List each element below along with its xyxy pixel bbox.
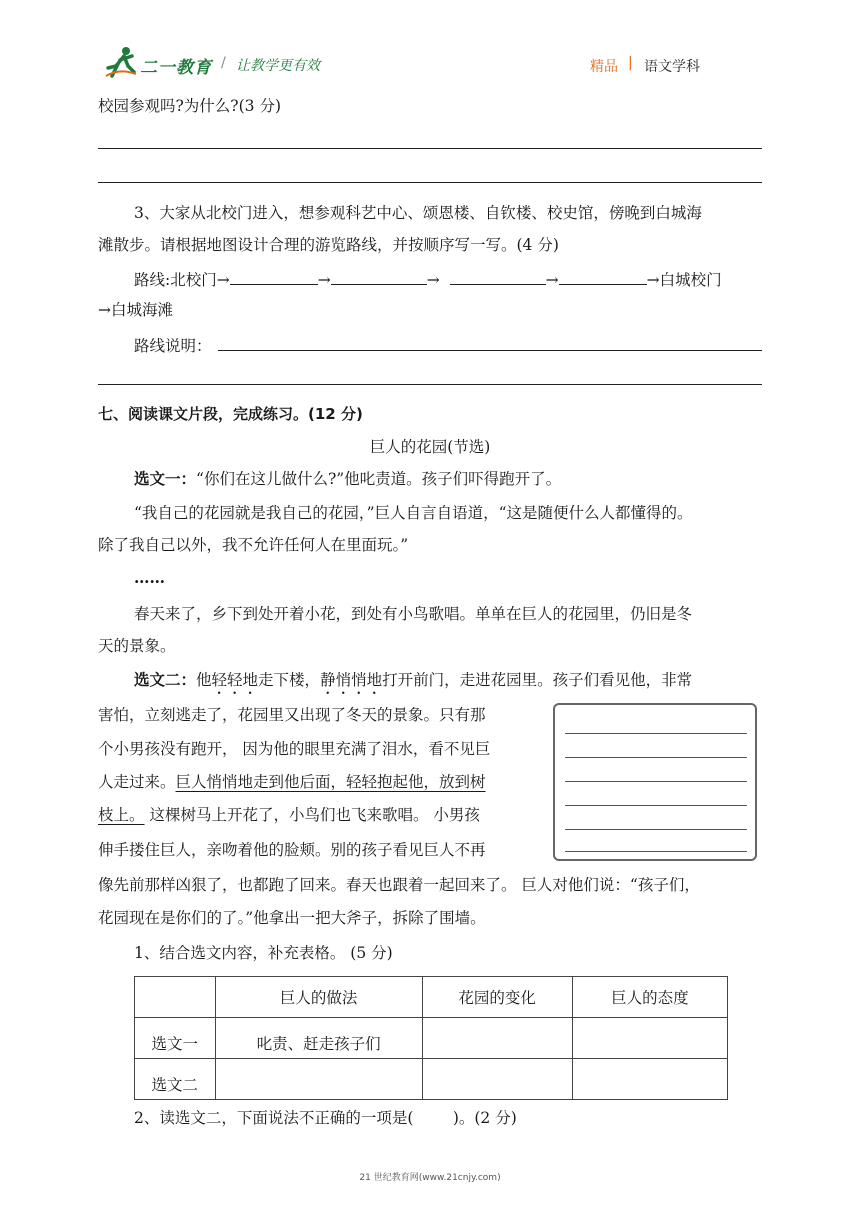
route-blank-1[interactable]	[230, 268, 318, 285]
table-row-label: 选文一	[135, 1018, 216, 1059]
passage-p4-line3: 个小男孩没有跑开， 因为他的眼里充满了泪水，看不见巨	[98, 740, 491, 758]
passage-p4-line8: 花园现在是你们的了。”他拿出一把大斧子，拆除了围墙。	[98, 909, 486, 927]
route-line2: →白城海滩	[98, 301, 173, 319]
route-blank-2[interactable]	[331, 268, 427, 285]
annotation-line	[565, 757, 747, 758]
header-tag-separator: |	[628, 55, 633, 71]
answer-line	[98, 148, 762, 149]
annotation-box[interactable]	[553, 703, 757, 861]
route-arrow: →	[317, 271, 331, 289]
table-cell: 叱责、赶走孩子们	[215, 1018, 422, 1059]
header-separator: /	[221, 55, 226, 71]
table-header-cell: 花园的变化	[422, 977, 572, 1018]
excerpt-label: 选文一：	[134, 470, 197, 488]
page-header	[98, 44, 762, 84]
route-prefix: 路线:北校门→	[134, 271, 230, 289]
table-row	[135, 1018, 728, 1059]
answer-line	[98, 182, 762, 183]
q1-text: 1、结合选文内容，补充表格。 (5 分)	[134, 944, 393, 962]
underlined-sentence: 枝上。	[98, 806, 145, 824]
passage-p4-line5: 枝上。 这棵树马上开花了，小鸟们也飞来歌唱。 小男孩	[98, 806, 480, 824]
page-footer: 21 世纪教育网(www.21cnjy.com)	[359, 1173, 501, 1183]
table-cell-blank[interactable]	[422, 1059, 572, 1100]
route-end: →白城校门	[646, 271, 722, 289]
annotation-line	[565, 781, 747, 782]
header-tag: 精品	[590, 59, 618, 75]
runner-logo-icon	[104, 46, 138, 80]
section-heading: 七、阅读课文片段，完成练习。(12 分)	[98, 405, 363, 423]
table-cell-blank[interactable]	[572, 1018, 727, 1059]
table-cell-blank[interactable]	[422, 1018, 572, 1059]
q2-tail-text: 校园参观吗?为什么?(3 分)	[98, 97, 282, 115]
passage-p3-line1: 春天来了，乡下到处开着小花，到处有小鸟歌唱。单单在巨人的花园里，仍旧是冬	[134, 605, 693, 623]
logo-text: 二一教育	[140, 58, 212, 78]
header-subject: 语文学科	[644, 59, 700, 75]
ellipsis: ……	[134, 568, 165, 587]
passage-p4-line6: 伸手搂住巨人，亲吻着他的脸颊。别的孩子看见巨人不再	[98, 841, 486, 859]
header-slogan: 让教学更有效	[236, 58, 320, 74]
q2-text: 2、读选文二，下面说法不正确的一项是( )。(2 分)	[134, 1109, 517, 1127]
route-arrow: →	[545, 271, 559, 289]
annotation-line	[565, 805, 747, 806]
excerpt-label: 选文二：	[134, 671, 197, 689]
passage-p3-line2: 天的景象。	[98, 637, 176, 655]
route-blank-3[interactable]	[450, 268, 546, 285]
table-header-cell: 巨人的态度	[572, 977, 727, 1018]
passage-p4-line7: 像先前那样凶狠了，也都跑了回来。春天也跟着一起回来了。 巨人对他们说：“孩子们，	[98, 876, 700, 894]
underlined-sentence: 巨人悄悄地走到他后面，轻轻抱起他，放到树	[175, 773, 486, 791]
table-header-cell	[135, 977, 216, 1018]
passage-p4-line4: 人走过来。巨人悄悄地走到他后面，轻轻抱起他，放到树	[98, 773, 486, 791]
passage-p1: 选文一：“你们在这儿做什么?”他叱责道。孩子们吓得跑开了。	[134, 470, 562, 488]
annotation-line	[565, 851, 747, 852]
annotation-line	[565, 733, 747, 734]
route-description-line[interactable]	[218, 350, 762, 351]
answer-table	[134, 976, 728, 1100]
route-blank-4[interactable]	[559, 268, 647, 285]
q3-line1: 3、大家从北校门进入，想参观科艺中心、颂恩楼、自钦楼、校史馆，傍晚到白城海	[134, 204, 702, 222]
passage-p2-line2: 除了我自己以外，我不允许任何人在里面玩。”	[98, 536, 409, 554]
dotted-word: 轻轻地	[211, 671, 259, 689]
route-description-label: 路线说明：	[134, 337, 212, 355]
passage-p2-line1: “我自己的花园就是我自己的花园，”巨人自言自语道，“这是随便什么人都懂得的。	[134, 504, 693, 522]
dotted-word: 静悄悄地	[320, 671, 383, 689]
table-cell-blank[interactable]	[572, 1059, 727, 1100]
passage-title: 巨人的花园(节选)	[369, 438, 491, 456]
table-header-cell: 巨人的做法	[215, 977, 422, 1018]
table-row	[135, 1059, 728, 1100]
passage-p4-line1: 选文二：他轻轻地走下楼，静悄悄地打开前门，走进花园里。孩子们看见他，非常	[134, 671, 693, 689]
annotation-line	[565, 829, 747, 830]
passage-p4-line2: 害怕，立刻逃走了，花园里又出现了冬天的景象。只有那	[98, 706, 486, 724]
answer-line	[98, 384, 762, 385]
table-cell-blank[interactable]	[215, 1059, 422, 1100]
route-arrow: →	[426, 271, 440, 289]
route-row	[134, 268, 722, 290]
table-row-label: 选文二	[135, 1059, 216, 1100]
q3-line2: 滩散步。请根据地图设计合理的游览路线，并按顺序写一写。(4 分)	[98, 236, 559, 254]
